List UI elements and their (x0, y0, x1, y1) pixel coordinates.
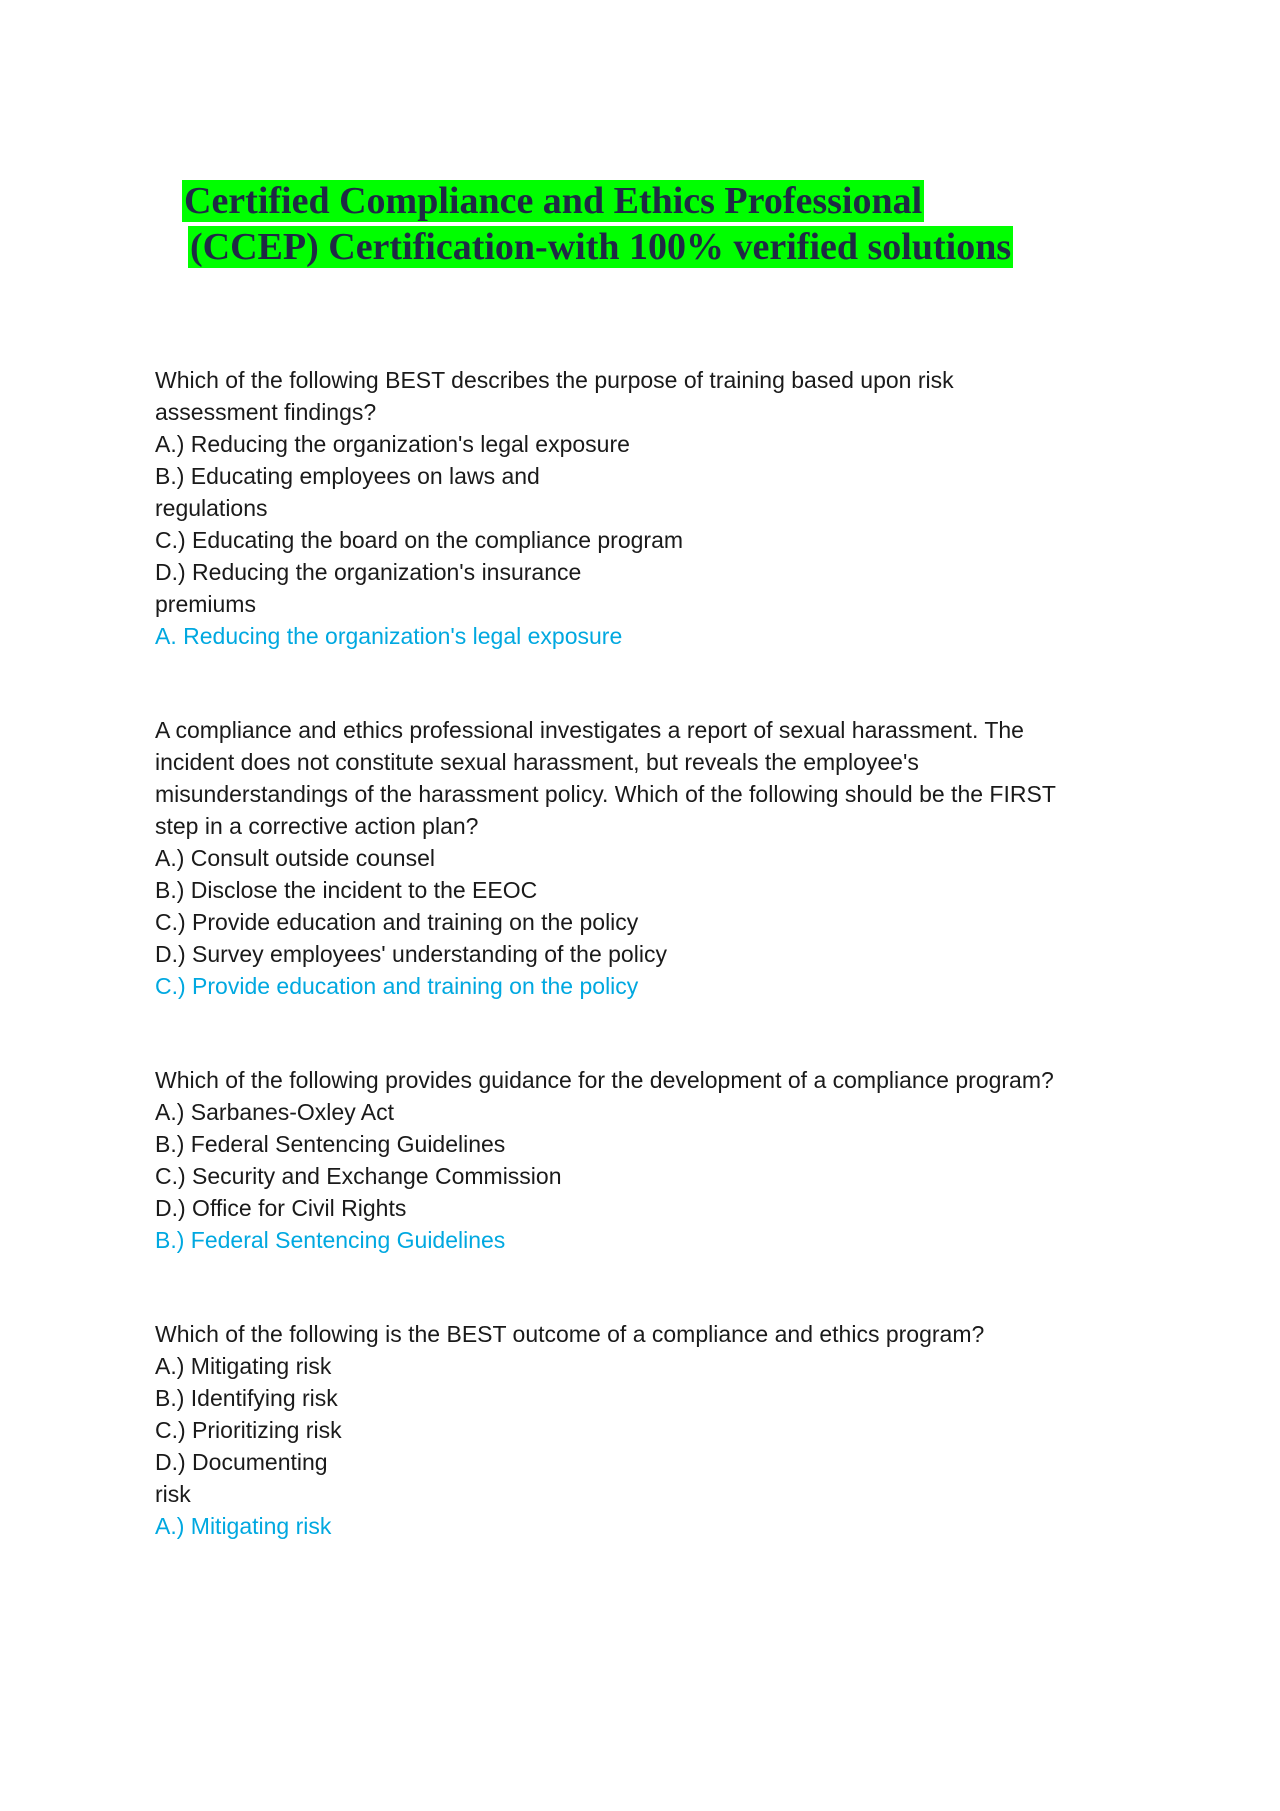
option-b: B.) Identifying risk (155, 1385, 338, 1411)
option-d: D.) Survey employees' understanding of the policy (155, 941, 667, 967)
option-b: B.) Federal Sentencing Guidelines (155, 1131, 506, 1157)
option-b: B.) Disclose the incident to the EEOC (155, 877, 538, 903)
question-2 (155, 714, 1115, 1002)
title-line-1: Certified Compliance and Ethics Professional (184, 180, 923, 222)
question-text: Which of the following provides guidance for the development of a compliance program? (155, 1067, 1054, 1093)
option-d: D.) Documenting risk (155, 1449, 328, 1507)
answer-text: A.) Mitigating risk (155, 1513, 332, 1539)
question-text: Which of the following BEST describes the purpose of training based upon risk assessment findings? (155, 367, 954, 425)
answer-text: A. Reducing the organization's legal exposure (155, 623, 623, 649)
question-list (155, 364, 1115, 1604)
title-line-2: (CCEP) Certification-with 100% verified solutions (190, 226, 1012, 268)
option-a: A.) Sarbanes-Oxley Act (155, 1099, 395, 1125)
question-text: A compliance and ethics professional investigates a report of sexual harassment. The incident does not constitute sexual harassment, but reveals the employee's misunderstandings of the harassment policy. Which of the following should be the FIRST step in a corrective action plan? (155, 717, 1056, 839)
question-4 (155, 1318, 1115, 1542)
option-c: C.) Prioritizing risk (155, 1417, 342, 1443)
option-d: D.) Office for Civil Rights (155, 1195, 407, 1221)
option-c: C.) Security and Exchange Commission (155, 1163, 562, 1189)
option-a: A.) Reducing the organization's legal exposure (155, 431, 630, 457)
question-3 (155, 1064, 1115, 1256)
options-list (155, 1096, 1115, 1224)
option-a: A.) Consult outside counsel (155, 845, 435, 871)
option-d: D.) Reducing the organization's insurance premiums (155, 559, 582, 617)
document-title (182, 178, 1082, 270)
question-1 (155, 364, 1115, 652)
options-list (155, 842, 1115, 970)
option-c: C.) Provide education and training on the policy (155, 909, 639, 935)
answer-text: B.) Federal Sentencing Guidelines (155, 1227, 506, 1253)
option-c: C.) Educating the board on the compliance program (155, 527, 684, 553)
option-b: B.) Educating employees on laws and regulations (155, 463, 540, 521)
options-list (155, 1350, 1115, 1510)
answer-text: C.) Provide education and training on the policy (155, 973, 639, 999)
options-list (155, 428, 1115, 620)
question-text: Which of the following is the BEST outcome of a compliance and ethics program? (155, 1321, 985, 1347)
option-a: A.) Mitigating risk (155, 1353, 332, 1379)
